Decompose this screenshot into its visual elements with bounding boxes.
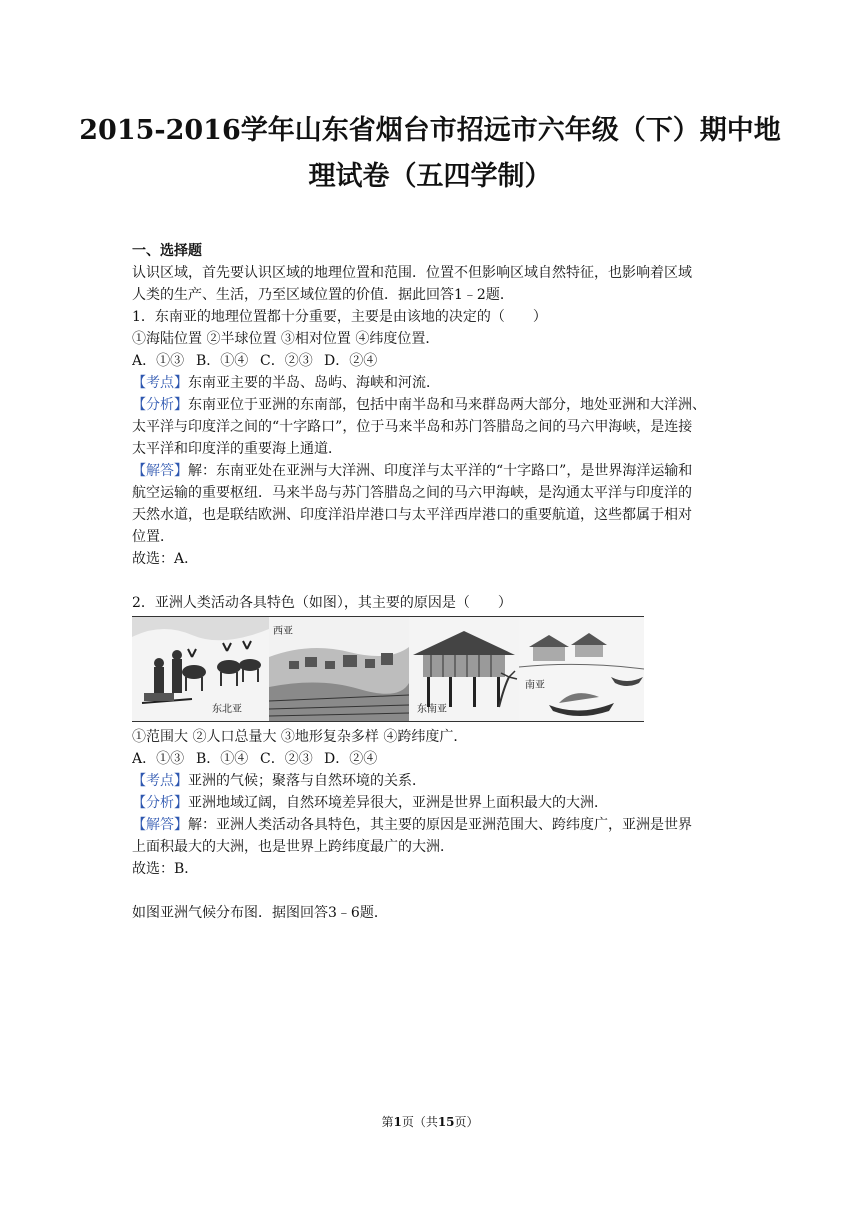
document-body — [132, 240, 732, 924]
document-title — [0, 108, 860, 200]
question-2-answer: 故选：B． — [132, 861, 199, 877]
question-1-answer: 故选：A． — [132, 551, 199, 567]
option-b: B．①④ — [196, 353, 249, 369]
jieda-line: 天然水道，也是联结欧洲、印度洋沿岸港口与太平洋西岸港口的重要航道，这些都属于相对 — [132, 507, 692, 523]
kaodian-tag: 【考点】 — [132, 375, 188, 391]
fenxi-tag: 【分析】 — [132, 397, 188, 413]
panel-northeast-asia — [132, 617, 269, 721]
question-2-options — [132, 748, 732, 770]
question-1-jieda — [132, 460, 732, 482]
jieda-line: 上面积最大的大洲，也是世界上跨纬度最广的大洲． — [132, 839, 454, 855]
asia-activities-figure — [132, 616, 644, 722]
option-c: C．②③ — [260, 353, 313, 369]
south-asia-illustration — [519, 617, 644, 721]
panel-south-asia — [519, 617, 644, 721]
panel-west-asia — [269, 617, 409, 721]
question-1-stem: 1．东南亚的地理位置都十分重要，主要是由该地的决定的（ ） — [132, 309, 547, 325]
option-b: B．①④ — [196, 751, 249, 767]
option-a: A．①③ — [132, 751, 185, 767]
panel-label: 南亚 — [525, 680, 545, 691]
fenxi-tag: 【分析】 — [132, 795, 188, 811]
question-1-kaodian — [132, 372, 732, 394]
fenxi-line: 太平洋与印度洋之间的“十字路口”，位于马来半岛和苏门答腊岛之间的马六甲海峡，是连接 — [132, 419, 693, 435]
jieda-tag: 【解答】 — [132, 463, 188, 479]
page-footer — [0, 1113, 860, 1130]
question-2-choices: ①范围大 ②人口总量大 ③地形复杂多样 ④跨纬度广． — [132, 729, 468, 745]
fenxi-text: 亚洲地域辽阔，自然环境差异很大，亚洲是世界上面积最大的大洲． — [188, 795, 608, 811]
fenxi-line: 太平洋和印度洋的重要海上通道． — [132, 441, 342, 457]
question-2-kaodian — [132, 770, 732, 792]
jieda-text: 解：亚洲人类活动各具特色，其主要的原因是亚洲范围大、跨纬度广，亚洲是世界 — [188, 817, 692, 833]
title-line-1: 2015-2016学年山东省烟台市招远市六年级（下）期中地 — [79, 115, 781, 146]
footer-mid: 页（共 — [401, 1115, 438, 1129]
title-line-2: 理试卷（五四学制） — [308, 161, 552, 192]
page-number: 1 — [393, 1115, 402, 1129]
footer-prefix: 第 — [381, 1115, 394, 1129]
page-total: 15 — [437, 1115, 455, 1129]
section-heading: 一、选择题 — [132, 243, 202, 259]
question-1-fenxi — [132, 394, 732, 416]
option-d: D．②④ — [324, 353, 378, 369]
kaodian-tag: 【考点】 — [132, 773, 188, 789]
question-1-options — [132, 350, 732, 372]
footer-suffix: 页） — [454, 1115, 479, 1129]
question-2-fenxi — [132, 792, 732, 814]
jieda-text: 解：东南亚处在亚洲与大洋洲、印度洋与太平洋的“十字路口”，是世界海洋运输和 — [188, 463, 693, 479]
kaodian-text: 亚洲的气候；聚落与自然环境的关系． — [188, 773, 426, 789]
question-2-jieda — [132, 814, 732, 836]
intro-line: 人类的生产、生活，乃至区域位置的价值．据此回答1﹣2题． — [132, 287, 514, 303]
next-section-intro: 如图亚洲气候分布图．据图回答3﹣6题． — [132, 905, 388, 921]
panel-label: 西亚 — [273, 626, 293, 637]
option-c: C．②③ — [260, 751, 313, 767]
panel-southeast-asia — [409, 617, 519, 721]
question-2-stem: 2．亚洲人类活动各具特色（如图），其主要的原因是（ ） — [132, 595, 512, 611]
jieda-tag: 【解答】 — [132, 817, 188, 833]
panel-label: 东南亚 — [417, 704, 447, 715]
fenxi-text: 东南亚位于亚洲的东南部，包括中南半岛和马来群岛两大部分，地处亚洲和大洋洲、 — [188, 397, 706, 413]
jieda-line: 位置． — [132, 529, 174, 545]
option-a: A．①③ — [132, 353, 185, 369]
question-1-choices: ①海陆位置 ②半球位置 ③相对位置 ④纬度位置． — [132, 331, 440, 347]
intro-line: 认识区域，首先要认识区域的地理位置和范围．位置不但影响区域自然特征，也影响着区域 — [132, 265, 692, 281]
panel-label: 东北亚 — [212, 704, 242, 715]
northeast-asia-illustration — [132, 617, 269, 721]
kaodian-text: 东南亚主要的半岛、岛屿、海峡和河流． — [188, 375, 440, 391]
jieda-line: 航空运输的重要枢纽．马来半岛与苏门答腊岛之间的马六甲海峡，是沟通太平洋与印度洋的 — [132, 485, 692, 501]
option-d: D．②④ — [324, 751, 378, 767]
